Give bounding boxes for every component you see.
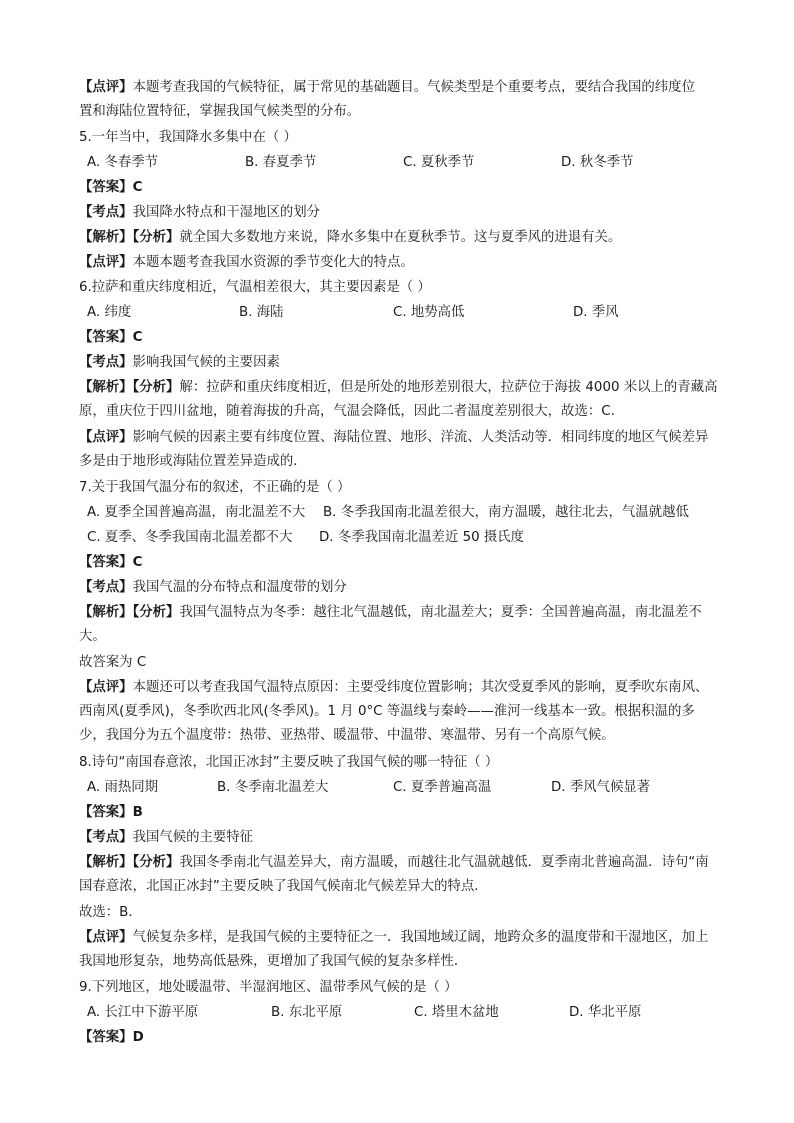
option-c[interactable]: C. 地势高低: [393, 305, 465, 320]
conclusion-text: 故选：B．: [79, 905, 142, 920]
option-a[interactable]: A. 长江中下游平原: [87, 1005, 199, 1020]
question-6-options: [79, 301, 719, 325]
analysis-text: 就全国大多数地方来说，降水多集中在夏秋季节。这与夏季风的进退有关。: [179, 230, 622, 245]
option-a[interactable]: A. 夏季全国普遍高温，南北温差不大: [87, 505, 306, 520]
topic-tag: 【考点】: [79, 830, 133, 845]
answer-tag: 【答案】: [79, 555, 133, 570]
question-5-options: [79, 151, 719, 175]
review-block: [79, 426, 719, 474]
answer-value: B: [132, 805, 143, 820]
question-7-options-row1: [79, 501, 719, 525]
answer-value: C: [132, 180, 143, 195]
analysis-tag: 【解析】【分析】: [79, 380, 180, 395]
question-8: [79, 751, 719, 775]
question-8-stem: 8.诗句“南国春意浓，北国正冰封”主要反映了我国气候的哪一特征（ ）: [79, 755, 499, 770]
question-7-stem: 7.关于我国气温分布的叙述，不正确的是（ ）: [79, 480, 351, 495]
review-block: [79, 676, 719, 748]
topic-text: 我国气候的主要特征: [132, 830, 254, 845]
review-text: 本题本题考查我国水资源的季节变化大的特点。: [132, 255, 414, 270]
option-a[interactable]: A. 冬春季节: [87, 155, 158, 170]
analysis-text: 我国冬季南北气温差异大，南方温暖，而越往北气温就越低．夏季南北普遍高温．诗句“南国春意浓，北国正冰封”主要反映了我国气候南北气候差异大的特点．: [79, 855, 709, 894]
option-c[interactable]: C. 夏季、冬季我国南北温差都不大: [87, 530, 293, 545]
topic-block: [79, 826, 719, 850]
topic-tag: 【考点】: [79, 580, 133, 595]
question-6-stem: 6.拉萨和重庆纬度相近，气温相差很大，其主要因素是（ ）: [79, 280, 431, 295]
review-tag: 【点评】: [79, 80, 133, 95]
option-d[interactable]: D. 华北平原: [569, 1005, 642, 1020]
option-b[interactable]: B. 东北平原: [271, 1005, 343, 1020]
analysis-block: [79, 226, 719, 250]
analysis-tag: 【解析】【分析】: [79, 855, 180, 870]
conclusion-line: [79, 901, 719, 925]
topic-text: 我国气温的分布特点和温度带的划分: [132, 580, 347, 595]
answer-tag: 【答案】: [79, 1030, 133, 1045]
answer-block: [79, 1026, 719, 1050]
review-block: [79, 251, 719, 275]
analysis-block: [79, 851, 719, 899]
conclusion-line: [79, 651, 719, 675]
topic-text: 影响我国气候的主要因素: [132, 355, 280, 370]
answer-block: [79, 551, 719, 575]
option-d[interactable]: D. 秋冬季节: [561, 155, 634, 170]
option-b[interactable]: B. 海陆: [239, 305, 284, 320]
review-tag: 【点评】: [79, 680, 133, 695]
option-a[interactable]: A. 纬度: [87, 305, 132, 320]
analysis-block: [79, 601, 719, 649]
review-block: [79, 926, 719, 974]
topic-text: 我国降水特点和干湿地区的划分: [132, 205, 321, 220]
review-tag: 【点评】: [79, 255, 133, 270]
review-text-line1: 本题考查我国的气候特征，属于常见的基础题目。气候类型是个重要考点，要结合我国的纬度位: [132, 80, 695, 95]
option-c[interactable]: C. 夏秋季节: [403, 155, 475, 170]
review-text: 本题还可以考查我国气温特点原因：主要受纬度位置影响；其次受夏季风的影响，夏季吹东南风、西南风(夏季风)，冬季吹西北风(冬季风)。1 月 0°C 等温线与秦岭——淮河一线基本一致。根据积温的多少，我国分为五个温度带：热带、亚热带、暖温带、中温带、寒温带、另有一个高原气候。: [79, 680, 709, 743]
question-9: [79, 976, 719, 1000]
topic-tag: 【考点】: [79, 205, 133, 220]
answer-block: [79, 176, 719, 200]
option-b[interactable]: B. 冬季南北温差大: [217, 780, 329, 795]
option-c[interactable]: C. 夏季普遍高温: [393, 780, 492, 795]
answer-block: [79, 801, 719, 825]
question-6: [79, 276, 719, 300]
answer-tag: 【答案】: [79, 330, 133, 345]
question-5-stem: 5.一年当中，我国降水多集中在（ ）: [79, 130, 297, 145]
review-text-line2: 置和海陆位置特征，掌握我国气候类型的分布。: [79, 104, 361, 119]
option-b[interactable]: B. 春夏季节: [245, 155, 317, 170]
analysis-tag: 【解析】【分析】: [79, 230, 180, 245]
question-7: [79, 476, 719, 500]
topic-block: [79, 351, 719, 375]
answer-value: C: [132, 555, 143, 570]
question-8-options: [79, 776, 719, 800]
review-tag: 【点评】: [79, 930, 133, 945]
topic-block: [79, 576, 719, 600]
answer-tag: 【答案】: [79, 805, 133, 820]
question-9-stem: 9.下列地区，地处暖温带、半湿润地区、温带季风气候的是（ ）: [79, 980, 458, 995]
review-text: 影响气候的因素主要有纬度位置、海陆位置、地形、洋流、人类活动等．相同纬度的地区气候差异多是由于地形或海陆位置差异造成的．: [79, 430, 709, 469]
answer-value: C: [132, 330, 143, 345]
conclusion-text: 故答案为 C: [79, 655, 147, 670]
question-5: [79, 126, 719, 150]
review-tag: 【点评】: [79, 430, 133, 445]
analysis-tag: 【解析】【分析】: [79, 605, 180, 620]
option-a[interactable]: A. 雨热同期: [87, 780, 158, 795]
question-7-options-row2: [79, 526, 719, 550]
answer-value: D: [132, 1030, 144, 1045]
review-text: 气候复杂多样，是我国气候的主要特征之一．我国地域辽阔，地跨众多的温度带和干湿地区，加上我国地形复杂，地势高低悬殊，更增加了我国气候的复杂多样性．: [79, 930, 709, 969]
topic-block: [79, 201, 719, 225]
review-block: [79, 76, 719, 124]
analysis-text: 我国气温特点为冬季：越往北气温越低，南北温差大；夏季：全国普遍高温，南北温差不大。: [79, 605, 702, 644]
analysis-block: [79, 376, 719, 424]
analysis-text: 解：拉萨和重庆纬度相近，但是所处的地形差别很大，拉萨位于海拔 4000 米以上的青藏高原，重庆位于四川盆地，随着海拔的升高，气温会降低，因此二者温度差别很大，故选：C.: [79, 380, 718, 419]
question-9-options: [79, 1001, 719, 1025]
option-d[interactable]: D. 季风: [573, 305, 619, 320]
option-d[interactable]: D. 季风气候显著: [551, 780, 651, 795]
answer-block: [79, 326, 719, 350]
option-d[interactable]: D. 冬季我国南北温差近 50 摄氏度: [319, 530, 525, 545]
option-c[interactable]: C. 塔里木盆地: [414, 1005, 499, 1020]
answer-tag: 【答案】: [79, 180, 133, 195]
option-b[interactable]: B. 冬季我国南北温差很大，南方温暖，越往北去，气温就越低: [323, 505, 689, 520]
topic-tag: 【考点】: [79, 355, 133, 370]
